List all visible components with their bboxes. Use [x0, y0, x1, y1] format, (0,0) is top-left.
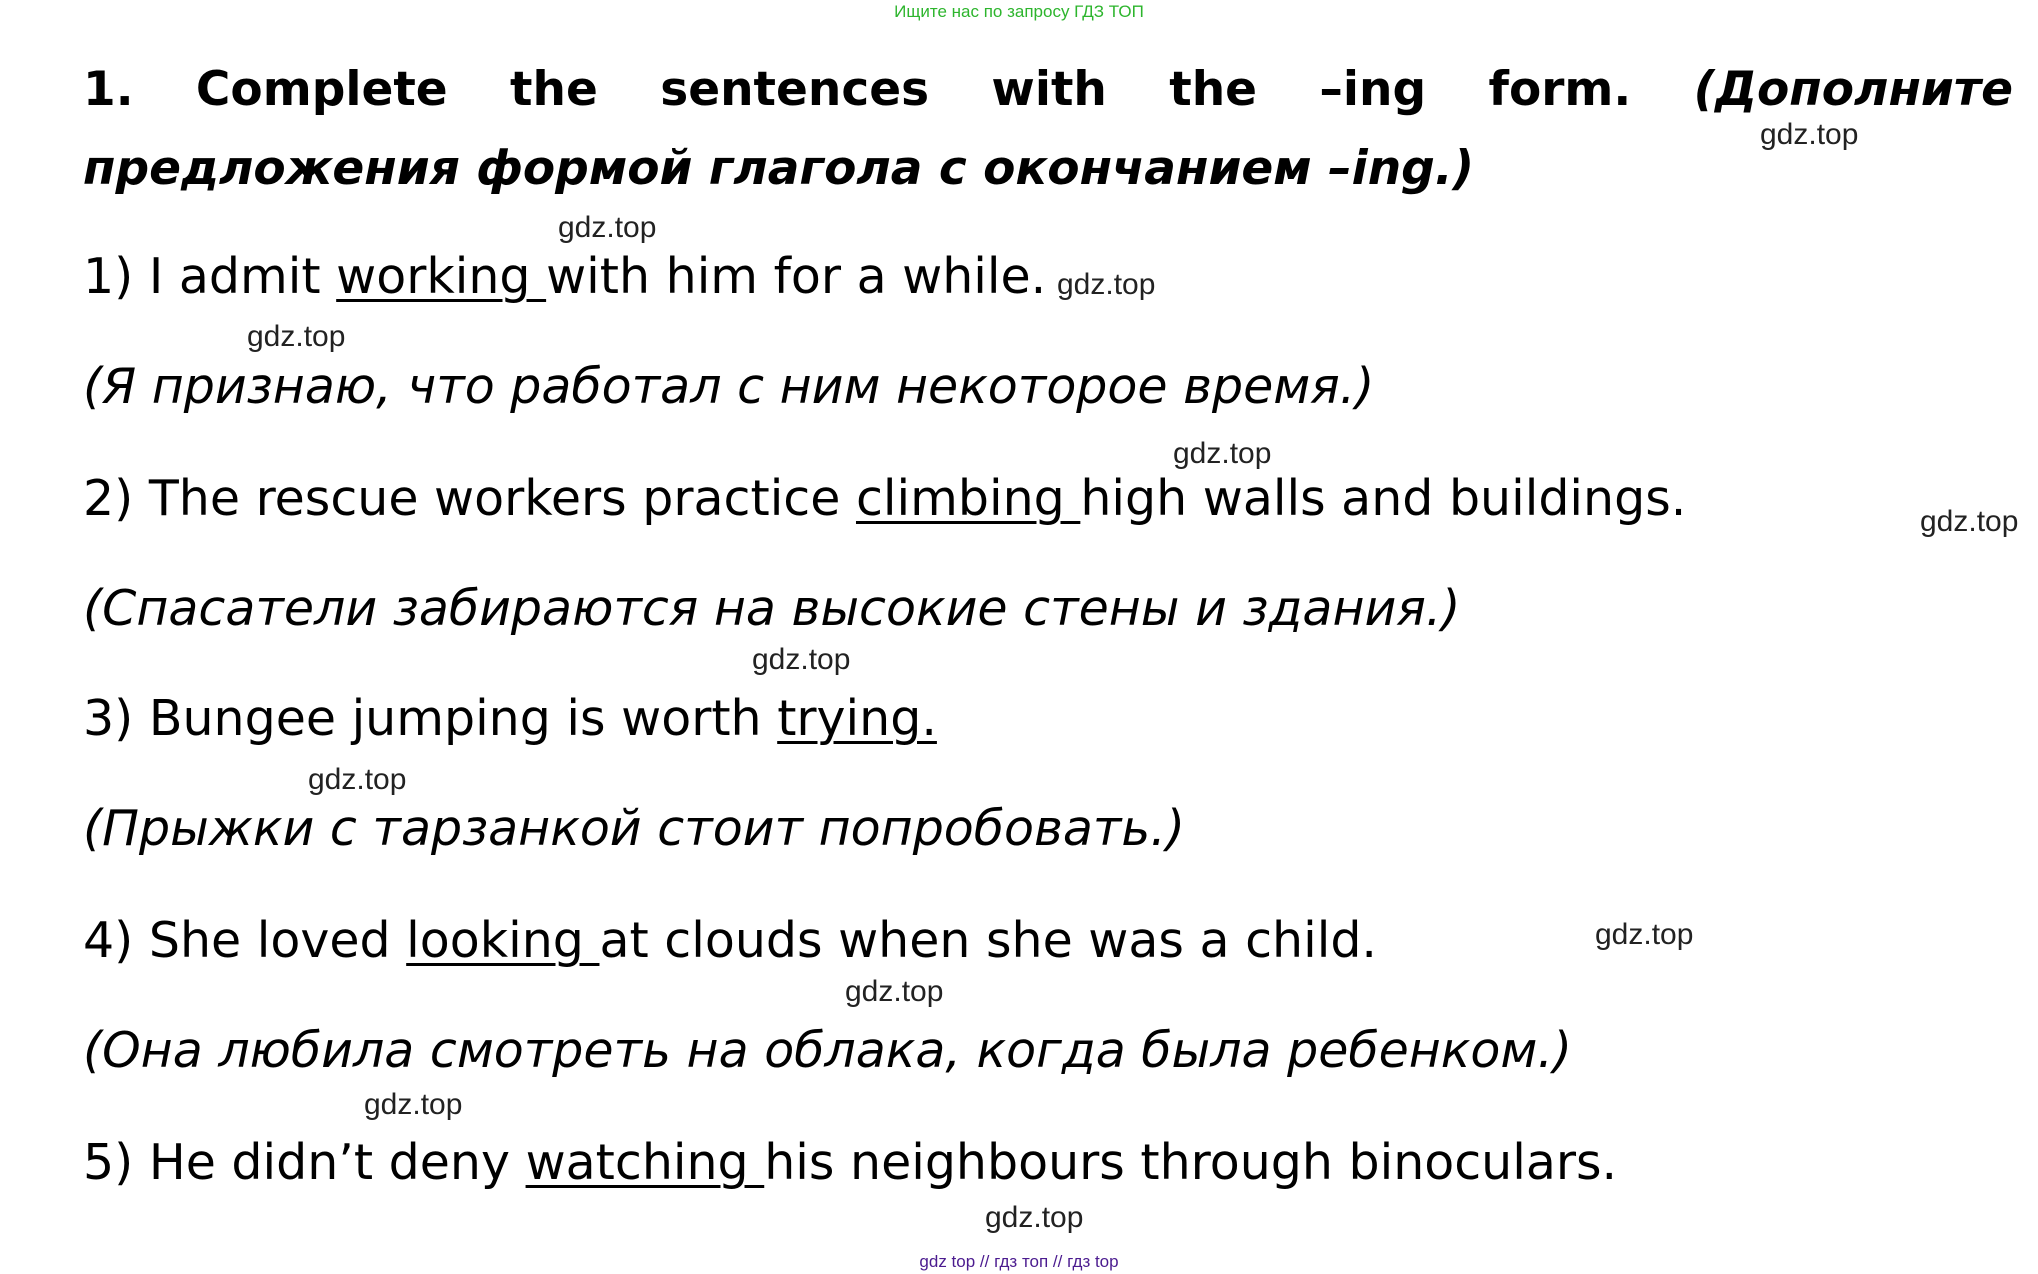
sentence-1-en [83, 248, 1046, 305]
sentence-3-en [83, 690, 937, 747]
answer-1: working [336, 248, 547, 305]
watermark: gdz.top [1595, 918, 1694, 951]
sentence-5-text: 5) He didn’t deny [83, 1134, 526, 1191]
sentence-2-text: 2) The rescue workers practice [83, 470, 856, 527]
translation-2: (Спасатели забираются на высокие стены и здания.) [83, 580, 1461, 637]
translation-3: (Прыжки с тарзанкой стоит попробовать.) [83, 800, 1185, 857]
translation-4: (Она любила смотреть на облака, когда была ребенком.) [83, 1022, 1573, 1079]
watermark: gdz.top [1760, 118, 1859, 151]
task-heading-block [83, 50, 2023, 208]
watermark: gdz.top [247, 320, 346, 353]
sentence-5-rest: his neighbours through binoculars. [764, 1134, 1618, 1191]
watermark: gdz.top [845, 975, 944, 1008]
sentence-4-text: 4) She loved [83, 912, 407, 969]
task-title-en: 1. Complete the sentences with the –ing form. [83, 62, 1632, 117]
watermark: gdz.top [1057, 268, 1156, 301]
watermark: gdz.top [985, 1201, 1084, 1234]
watermark: gdz.top [1920, 505, 2019, 538]
top-banner[interactable]: Ищите нас по запросу ГДЗ ТОП [894, 2, 1144, 21]
sentence-2-en [83, 470, 1686, 527]
watermark: gdz.top [364, 1088, 463, 1121]
answer-4: looking [406, 912, 600, 969]
sentence-4-en [83, 912, 1377, 969]
sentence-3-text: 3) Bungee jumping is worth [83, 690, 778, 747]
watermark: gdz.top [308, 763, 407, 796]
sentence-5-en [83, 1134, 1617, 1191]
answer-5: watching [525, 1134, 765, 1191]
answer-3: trying. [777, 690, 937, 747]
task-heading [83, 50, 2013, 208]
bottom-banner[interactable]: gdz top // гдз топ // гдз top [919, 1252, 1119, 1271]
watermark: gdz.top [558, 211, 657, 244]
sentence-1-rest: with him for a while. [546, 248, 1047, 305]
task-title-ru: (Дополните предложения формой глагола с окончанием –ing.) [83, 62, 2013, 196]
watermark: gdz.top [752, 643, 851, 676]
watermark: gdz.top [1173, 437, 1272, 470]
sentence-2-rest: high walls and buildings. [1080, 470, 1687, 527]
sentence-1-text: 1) I admit [83, 248, 337, 305]
translation-1: (Я признаю, что работал с ним некоторое время.) [83, 358, 1375, 415]
answer-2: climbing [855, 470, 1081, 527]
sentence-4-rest: at clouds when she was a child. [599, 912, 1378, 969]
